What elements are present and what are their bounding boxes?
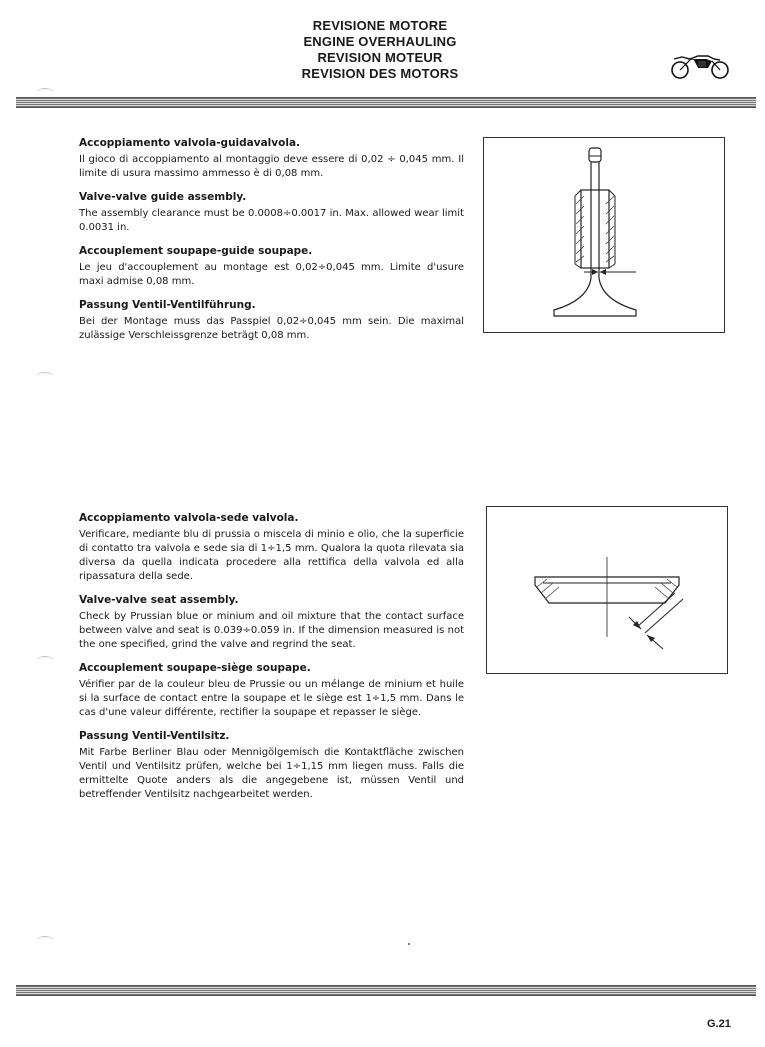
section-valve-guide-it — [79, 136, 464, 181]
section-valve-guide-en — [79, 190, 464, 235]
heading-fr: Accouplement soupape-guide soupape. — [79, 245, 313, 257]
paragraph-fr: Vérifier par de la couleur bleu de Prussie ou un mélange de minium et huile si la surface de contact entre la soupape et le siège est 1÷1,5 mm. Dans le cas d'une valeur différente, rectifier la soupape et repasser le siège. — [79, 679, 464, 718]
section-valve-seat-fr — [79, 661, 464, 720]
bottom-rule — [16, 985, 756, 996]
motorcycle-icon — [668, 47, 732, 81]
heading-it: Accoppiamento valvola-guidavalvola. — [79, 137, 301, 149]
section-valve-seat — [79, 511, 464, 811]
title-english: ENGINE OVERHAULING — [303, 34, 457, 49]
valve-guide-drawing — [484, 138, 724, 332]
heading-en: Valve-valve guide assembly. — [79, 191, 247, 203]
title-italian: REVISIONE MOTORE — [312, 18, 448, 33]
heading-de: Passung Ventil-Ventilsitz. — [79, 730, 230, 742]
paragraph-de: Mit Farbe Berliner Blau oder Mennigölgemisch die Kontaktfläche zwischen Ventil und Ventilsitz prüfen, welche bei 1÷1,15 mm liegen muss. Falls die ermittelte Quote anders als die angegebene ist, müssen Ventil und betreffender Ventilsitz nachgearbeitet werden. — [79, 747, 464, 800]
paragraph-en: The assembly clearance must be 0.0008÷0.0017 in. Max. allowed wear limit 0.0031 in. — [79, 208, 464, 233]
paragraph-en: Check by Prussian blue or minium and oil mixture that the contact surface between valve and seat is 0.039÷0.059 in. If the dimension measured is not the one specified, grind the valve and regrind the seat. — [79, 611, 464, 650]
figure-valve-guide — [483, 137, 725, 333]
heading-en: Valve-valve seat assembly. — [79, 594, 239, 606]
margin-mark — [36, 372, 54, 382]
top-rule — [16, 97, 756, 108]
valve-seat-drawing — [487, 507, 727, 673]
paragraph-it: Verificare, mediante blu di prussia o miscela di minio e olio, che la superficie di contatto tra valvola e sede sia di 1÷1,5 mm. Qualora la quota rilevata sia diversa da quella indicata procedere alla rettifica della valvola ed alla ripassatura della sede. — [79, 529, 464, 582]
speck — [408, 943, 410, 945]
heading-de: Passung Ventil-Ventilführung. — [79, 299, 256, 311]
section-valve-guide — [79, 136, 464, 352]
page-header — [230, 18, 530, 82]
section-valve-seat-de — [79, 729, 464, 802]
paragraph-fr: Le jeu d'accouplement au montage est 0,02÷0,045 mm. Limite d'usure maxi admise 0,08 mm. — [79, 262, 464, 287]
margin-mark — [36, 656, 54, 666]
heading-it: Accoppiamento valvola-sede valvola. — [79, 512, 299, 524]
margin-mark — [36, 88, 54, 98]
figure-valve-seat — [486, 506, 728, 674]
title-german: REVISION DES MOTORS — [301, 66, 459, 81]
page-number: G.21 — [707, 1018, 731, 1030]
section-valve-seat-en — [79, 593, 464, 652]
paragraph-de: Bei der Montage muss das Passpiel 0,02÷0,045 mm sein. Die maximal zulässige Verschleissgrenze beträgt 0,08 mm. — [79, 316, 464, 341]
section-valve-guide-de — [79, 298, 464, 343]
margin-mark — [36, 936, 54, 946]
section-valve-guide-fr — [79, 244, 464, 289]
section-valve-seat-it — [79, 511, 464, 584]
heading-fr: Accouplement soupape-siège soupape. — [79, 662, 311, 674]
paragraph-it: Il gioco di accoppiamento al montaggio deve essere di 0,02 ÷ 0,045 mm. Il limite di usura massimo ammesso è di 0,08 mm. — [79, 154, 464, 179]
title-french: REVISION MOTEUR — [317, 50, 443, 65]
